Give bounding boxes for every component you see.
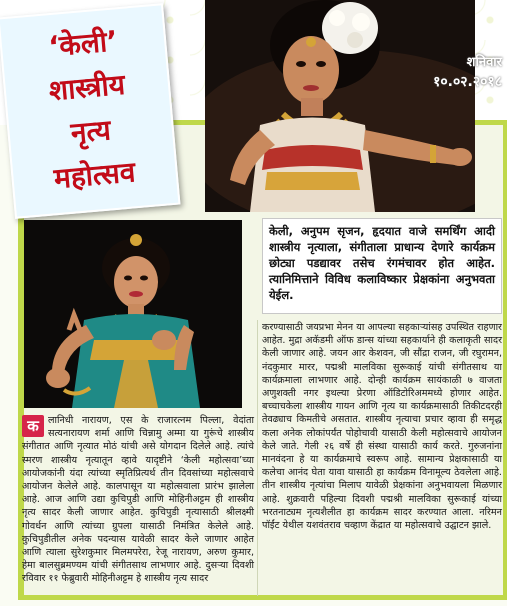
article-text-left: लानिधी नारायण, एस के राजारत्नम पिल्ला, वेदांता सत्यनारायण शर्मा आणि चिन्नामु अम्मा या गुरूंचे शास्त्रीय संगीतात आणि नृत्यात मोठं यांची असे योगदान दिलेले आहे. त्यांचे स्मरण शास्त्रीय नृत्यातून व्हावे यादृष्टीने ‘केली महोत्सवा’च्या आयोजकांनी यंदा त्यांच्या स्मृतिप्रित्यर्थ तीन दिवसांच्या महोत्सवाचे आयोजन केलेले आहे. कालपासून या महोत्सवाला प्रारंभ झालेला आहे. आज आणि उद्या कुचिपुडी आणि मोहिनीअट्टम ही शास्त्रीय नृत्य सादर केली जाणार आहेत. कुचिपुडी नृत्यासाठी श्रीलक्ष्मी गोवर्धन आणि त्यांच्या ग्रुपला यासाठी निमंत्रित केलेले आहे. कुचिपुडीतील अनेक पदन्यास यावेळी सादर केले जाणार आहेत आणि त्याला सुरेशकुमार मिलमपरेरा, रेजू नारायण, अरुण कुमार, हेमा बालसुब्रमण्यम यांची संगीतसाथ लाभणार आहे. दुसऱ्या दिवशी रविवार ११ फेब्रुवारी मोहिनीअट्टम हे शास्त्रीय नृत्य सादर: [22, 415, 254, 585]
article-column-right: करण्यासाठी जयप्रभा मेनन या आपल्या सहकाऱ्यांसह उपस्थित राहणार आहेत. मुद्रा अकॅडमी ऑफ डान्स यांच्या सहकार्याने ही कलाकृती सादर केली जाणार आहे. जयन आर केशवन, जी सौंद्रा राजन, जी रघुरामन, नंदकुमार मारर, पद्मश्री मालविका सुरूकाई यांची संगीतसाथ या कार्यक्रमाला लाभणार आहे. दोन्ही कार्यक्रम सायंकाळी ७ वाजता अणुशक्ती नगर इथल्या प्रेरणा ऑडिटोरिअममध्ये होणार आहेत. बच्चाचकेला शास्त्रीय गायन आणि नृत्य या कार्यक्रमासाठी तिकीटदरही तेवढ्याच किमतीचे असतात. शास्त्रीय नृत्याचा प्रचार व्हावा ही समृद्ध कला अनेक लोकांपर्यंत पोहोचावी यासाठी केली महोत्सवाचे आयोजन केले जाते. गेली २६ वर्षे ही संस्था यासाठी कार्य करते. गुरुजनांना मानवंदना हे या कार्यक्रमाचे स्वरूप आहे. सामान्य प्रेक्षकासाठी या कलेचा आनंद घेता यावा यासाठी हा कार्यक्रम विनामूल्य ठेवलेला आहे. तीन शास्त्रीय नृत्यांचा मिलाप यावेळी प्रेक्षकांना अनुभवायला मिळणार आहे. शुक्रवारी पहिल्या दिवशी पद्मश्री मालविका सुरूकाई यांच्या भरतनाट्यम नृत्यशैलीत हा कार्यक्रम सादर करण्यात आला. नरिमन पॉईंट येथील यशवंतराव चव्हाण केंद्रात या महोत्सवाचे उद्घाटन झाले.: [262, 322, 502, 532]
issue-date-value: १०.०२.२०१८: [433, 74, 502, 90]
title-line-1: ‘केली’: [47, 24, 119, 64]
column-divider: [257, 320, 258, 596]
issue-day: शनिवार: [466, 55, 502, 70]
lead-paragraph: केली, अनुपम सृजन, हृदयात वाजे समर्थिंग आदी शास्त्रीय नृत्याला, संगीताला प्राधान्य देणारे कार्यक्रम छोट्या पडद्यावर तसेच रंगमंचावर होत आहेत. त्यानिमित्ताने विविध कलाविष्कार प्रेक्षकांना अनुभवता येईल.: [262, 218, 502, 314]
article-column-left: [22, 414, 254, 600]
dancer-photo-top: [205, 0, 475, 212]
drop-cap: क: [22, 415, 44, 437]
title-line-2: शास्त्रीय: [47, 67, 127, 108]
issue-date: [392, 52, 502, 90]
title-line-4: महोत्सव: [52, 155, 137, 196]
dancer-photo-bottom: [24, 220, 242, 408]
title-card: [0, 3, 180, 219]
title-line-3: नृत्य: [69, 113, 113, 150]
